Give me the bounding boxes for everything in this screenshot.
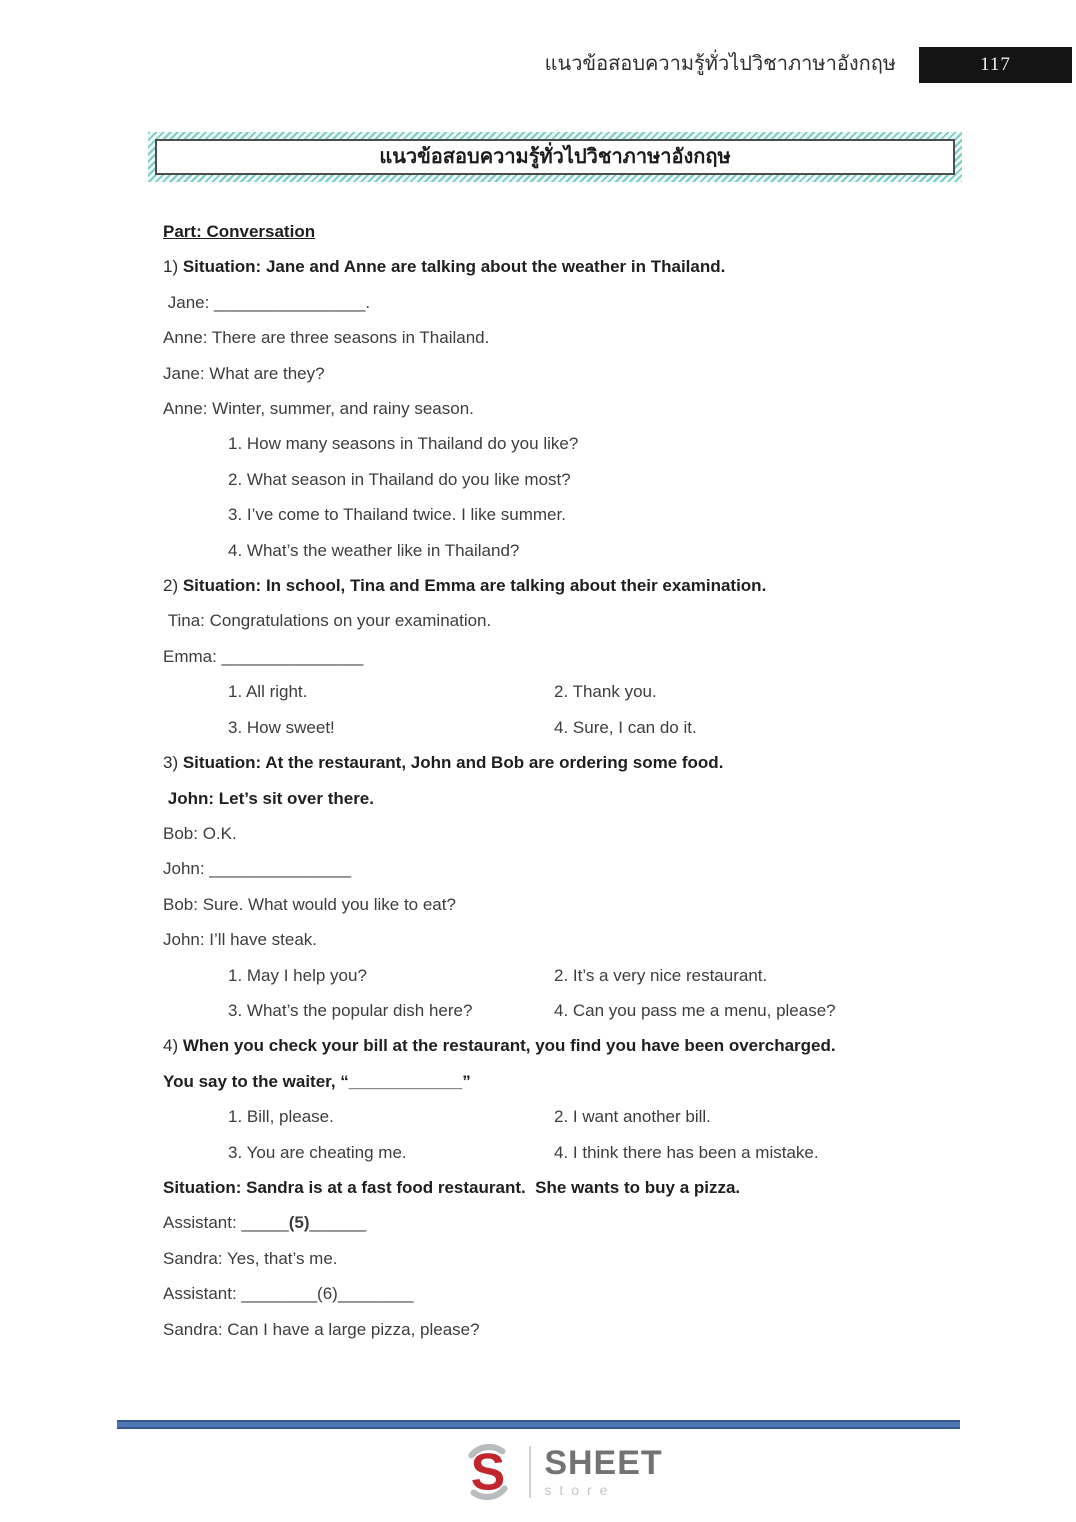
q2-dialogue-line: Emma: _______________	[163, 646, 364, 666]
page-number-badge	[919, 47, 1072, 83]
q3-dialogue-line: Bob: Sure. What would you like to eat?	[163, 894, 456, 914]
q2-option: 4. Sure, I can do it.	[554, 717, 697, 737]
q1-option: 1. How many seasons in Thailand do you like?	[228, 434, 579, 454]
q1-dialogue-line: Jane: ________________.	[163, 292, 371, 312]
title-box-text: แนวข้อสอบความรู้ทั่วไปวิชาภาษาอังกฤษ	[155, 139, 955, 175]
q3-dialogue-line: John: _______________	[163, 859, 352, 879]
q4-option-row	[163, 1099, 963, 1134]
q3-situation-text: Situation: At the restaurant, John and Bob are ordering some food.	[182, 753, 724, 773]
q3-option: 1. May I help you?	[228, 965, 367, 985]
q1-situation-text: Situation: Jane and Anne are talking about the weather in Thailand.	[182, 257, 726, 277]
svg-text:S: S	[471, 1442, 506, 1501]
page-number: 117	[980, 54, 1011, 75]
q2-option-row	[163, 674, 963, 709]
q2-situation	[163, 568, 963, 603]
header-doc-title: แนวข้อสอบความรู้ทั่วไปวิชาภาษาอังกฤษ	[544, 53, 896, 75]
q3-dialogue-line: Bob: O.K.	[163, 823, 237, 843]
q1-number: 1)	[163, 257, 183, 277]
q5-blank: _____	[241, 1213, 289, 1233]
q4-situation-text: When you check your bill at the restaurant, you find you have been overcharged.	[182, 1036, 836, 1056]
part-heading-text: Part: Conversation	[163, 222, 316, 241]
q3-situation	[163, 745, 963, 780]
q1-dialogue-line: Anne: There are three seasons in Thailand.	[163, 328, 490, 348]
q3-option-row	[163, 993, 963, 1028]
logo-brand: SHEET	[544, 1444, 663, 1482]
q5-dialogue-line: Assistant: ________(6)________	[163, 1284, 414, 1304]
q4-option: 2. I want another bill.	[554, 1107, 711, 1127]
logo-subtext: store	[544, 1482, 616, 1498]
q4-option-row	[163, 1135, 963, 1170]
q3-option: 2. It’s a very nice restaurant.	[554, 965, 768, 985]
footer-logo	[22, 1441, 1076, 1503]
q5-assistant-label: Assistant:	[163, 1213, 242, 1233]
logo-divider	[529, 1446, 531, 1498]
q3-number: 3)	[163, 753, 183, 773]
q5-blank-number: (5)	[288, 1213, 310, 1233]
exam-content	[163, 214, 963, 1347]
q3-option-row	[163, 958, 963, 993]
q4-number: 4)	[163, 1036, 183, 1056]
q1-option: 4. What’s the weather like in Thailand?	[228, 540, 520, 560]
sheet-store-s-icon	[457, 1441, 519, 1503]
q3-option: 4. Can you pass me a menu, please?	[554, 1000, 836, 1020]
q5-dialogue-line: Sandra: Yes, that’s me.	[163, 1248, 338, 1268]
footer-divider-bar	[117, 1420, 960, 1429]
q3-dialogue-line: John: Let’s sit over there.	[163, 788, 374, 808]
q5-dialogue-line	[163, 1205, 963, 1240]
q2-option: 3. How sweet!	[228, 717, 335, 737]
title-box	[148, 132, 962, 182]
q3-option: 3. What’s the popular dish here?	[228, 1000, 473, 1020]
q2-number: 2)	[163, 576, 183, 596]
q4-option: 3. You are cheating me.	[228, 1142, 407, 1162]
q2-situation-text: Situation: In school, Tina and Emma are talking about their examination.	[182, 576, 767, 596]
q2-option: 1. All right.	[228, 682, 308, 702]
q1-option: 3. I’ve come to Thailand twice. I like summer.	[228, 505, 566, 525]
q1-dialogue-line: Anne: Winter, summer, and rainy season.	[163, 399, 474, 419]
q4-option: 1. Bill, please.	[228, 1107, 334, 1127]
q2-option-row	[163, 710, 963, 745]
logo-text	[544, 1446, 662, 1498]
q2-dialogue-line: Tina: Congratulations on your examination.	[163, 611, 492, 631]
q1-dialogue-line: Jane: What are they?	[163, 363, 325, 383]
part-heading	[163, 214, 963, 249]
q5-blank: ______	[309, 1213, 367, 1233]
q1-option: 2. What season in Thailand do you like most?	[228, 469, 571, 489]
q1-situation	[163, 249, 963, 284]
q3-dialogue-line: John: I’ll have steak.	[163, 930, 318, 950]
q2-option: 2. Thank you.	[554, 682, 657, 702]
q5-situation: Situation: Sandra is at a fast food restaurant. She wants to buy a pizza.	[163, 1177, 741, 1197]
q5-dialogue-line: Sandra: Can I have a large pizza, please?	[163, 1319, 480, 1339]
q4-option: 4. I think there has been a mistake.	[554, 1142, 819, 1162]
q4-situation	[163, 1028, 963, 1063]
q4-say-line: You say to the waiter, “____________”	[163, 1071, 471, 1091]
